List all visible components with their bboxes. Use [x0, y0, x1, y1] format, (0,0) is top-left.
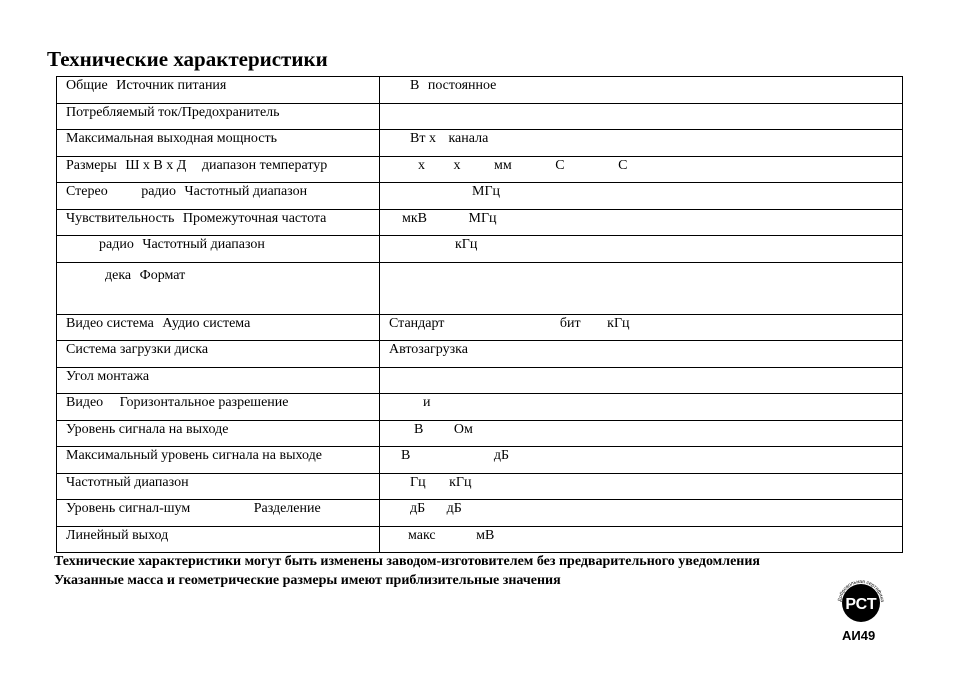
spec-label: Промежуточная частота: [182, 210, 327, 226]
spec-unit: Ом: [453, 421, 473, 437]
table-row: [57, 394, 903, 421]
spec-label-cell: [57, 156, 380, 183]
spec-unit: бит: [559, 315, 581, 331]
table-row: [57, 209, 903, 236]
disclaimer-line: Указанные масса и геометрические размеры имеют приблизительные значения: [54, 573, 561, 588]
table-row: [57, 473, 903, 500]
table-row: [57, 314, 903, 341]
spec-unit: МГц: [472, 184, 501, 199]
spec-label: Уровень сигнала на выходе: [66, 421, 229, 437]
spec-label: Ш х В х Д: [125, 157, 187, 173]
spec-label: Частотный диапазон: [66, 474, 189, 490]
spec-unit: макс: [408, 527, 436, 543]
disclaimer-line: Технические характеристики могут быть изменены заводом-изготовителем без предварительного уведомления: [54, 554, 760, 569]
spec-unit: дБ: [493, 448, 510, 463]
spec-value-cell: [380, 367, 903, 394]
spec-value-cell: [380, 473, 903, 500]
spec-value-cell: [380, 526, 903, 553]
spec-unit: х: [418, 157, 425, 173]
table-row: [57, 183, 903, 210]
spec-unit: мкВ: [402, 210, 427, 226]
certification-code: АИ49: [842, 628, 876, 643]
spec-value-cell: [380, 500, 903, 527]
spec-unit: Стандарт: [389, 315, 445, 331]
spec-label: радио: [99, 237, 134, 252]
spec-label-cell: [57, 183, 380, 210]
page-title: Технические характеристики: [47, 47, 328, 71]
spec-unit: В: [401, 448, 411, 463]
spec-label-cell: [57, 420, 380, 447]
table-row: [57, 103, 903, 130]
spec-unit: С: [618, 157, 628, 173]
table-row: [57, 367, 903, 394]
table-row: [57, 526, 903, 553]
spec-value-cell: [380, 156, 903, 183]
spec-label: Формат: [139, 267, 186, 283]
table-row: [57, 447, 903, 474]
spec-label: Максимальная выходная мощность: [66, 131, 277, 146]
spec-unit: мм: [494, 157, 512, 173]
table-row: [57, 420, 903, 447]
spec-unit: дБ: [446, 501, 462, 516]
table-row: [57, 500, 903, 527]
spec-label: Видео: [66, 395, 104, 410]
spec-label-cell: [57, 209, 380, 236]
spec-label-cell: [57, 77, 380, 104]
spec-label-cell: [57, 314, 380, 341]
spec-label-cell: [57, 394, 380, 421]
spec-label: Максимальный уровень сигнала на выходе: [66, 448, 322, 463]
spec-label: Угол монтажа: [66, 368, 150, 384]
spec-label: Линейный выход: [66, 527, 169, 543]
spec-label: Потребляемый ток/Предохранитель: [66, 104, 280, 120]
spec-label: Разделение: [253, 501, 321, 516]
spec-label-cell: [57, 130, 380, 157]
spec-unit: кГц: [449, 474, 472, 490]
spec-label: Горизонтальное разрешение: [119, 395, 289, 410]
spec-label-cell: [57, 447, 380, 474]
spec-label: Уровень сигнал-шум: [66, 501, 191, 516]
spec-unit: С: [555, 157, 565, 173]
spec-value-cell: [380, 77, 903, 104]
spec-unit: кГц: [455, 237, 478, 252]
spec-unit: постоянное: [427, 78, 497, 93]
spec-unit: Вт х: [410, 131, 436, 146]
spec-label-cell: [57, 500, 380, 527]
certification-ring-text: Добровольная сертифика: [837, 578, 886, 603]
specifications-table: [56, 76, 903, 553]
spec-value: Автозагрузка: [389, 342, 468, 357]
spec-value-cell: [380, 314, 903, 341]
disclaimer-notes: [54, 552, 760, 590]
spec-label: Источник питания: [116, 78, 227, 93]
spec-label-cell: [57, 103, 380, 130]
spec-value-cell: [380, 103, 903, 130]
spec-label: Частотный диапазон: [184, 184, 308, 199]
spec-label-cell: [57, 367, 380, 394]
spec-value-cell: [380, 236, 903, 263]
spec-label-cell: [57, 473, 380, 500]
spec-unit: дБ: [410, 501, 426, 516]
spec-value-cell: [380, 262, 903, 314]
table-row: [57, 130, 903, 157]
spec-label-cell: [57, 341, 380, 368]
table-row: [57, 236, 903, 263]
spec-unit: мВ: [476, 527, 495, 543]
spec-unit: МГц: [468, 210, 497, 226]
table-row: [57, 262, 903, 314]
spec-label: Размеры: [66, 157, 117, 173]
spec-value-cell: [380, 420, 903, 447]
spec-value-cell: [380, 341, 903, 368]
spec-unit: и: [423, 395, 431, 410]
spec-label: диапазон температур: [201, 157, 328, 173]
spec-unit: кГц: [607, 315, 630, 331]
spec-unit: В: [410, 78, 420, 93]
spec-unit: Гц: [410, 474, 426, 490]
table-row: [57, 77, 903, 104]
spec-label-cell: [57, 236, 380, 263]
spec-label: Чувствительность: [66, 210, 175, 226]
spec-value-cell: [380, 394, 903, 421]
spec-label: радио: [141, 184, 177, 199]
spec-label-cell: [57, 526, 380, 553]
table-row: [57, 156, 903, 183]
spec-unit: х: [453, 157, 461, 173]
spec-label: дека: [105, 267, 132, 283]
spec-unit: канала: [448, 131, 489, 146]
spec-unit: В: [414, 421, 424, 437]
spec-value-cell: [380, 130, 903, 157]
spec-value-cell: [380, 183, 903, 210]
table-row: [57, 341, 903, 368]
spec-value-cell: [380, 447, 903, 474]
spec-label: Аудио система: [162, 315, 251, 331]
rst-certification-icon: [834, 576, 888, 630]
spec-label-cell: [57, 262, 380, 314]
spec-label: Частотный диапазон: [142, 237, 265, 252]
spec-label: Общие: [66, 78, 108, 93]
certification-mark-text: РСТ: [845, 596, 877, 613]
spec-label: Стерео: [66, 184, 108, 199]
spec-label: Система загрузки диска: [66, 342, 209, 357]
spec-label: Видео система: [66, 315, 154, 331]
spec-value-cell: [380, 209, 903, 236]
